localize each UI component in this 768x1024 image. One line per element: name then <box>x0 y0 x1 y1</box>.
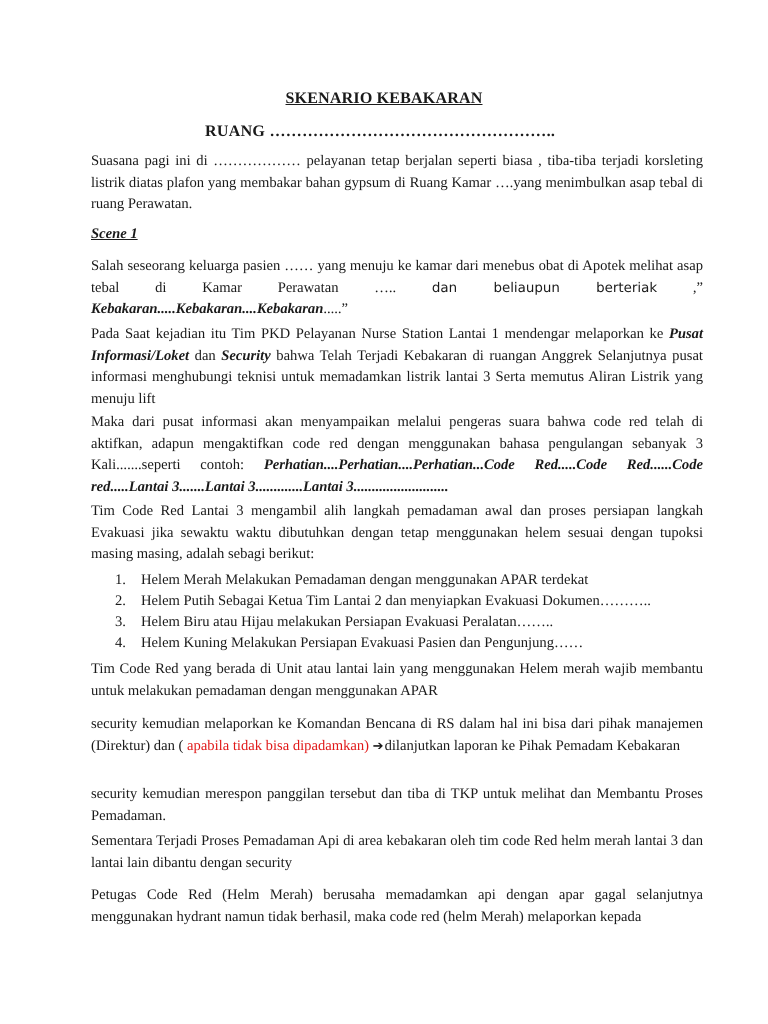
security-text: Security <box>221 347 271 364</box>
intro-paragraph: Suasana pagi ini di ……………… pelayanan tetap berjalan seperti biasa , tiba-tiba terjadi korsleting listrik diatas plafon yang membakar bahan gypsum di Ruang Kamar ….yang menimbulkan asap tebal di ruang Perawatan. <box>91 153 703 212</box>
security-report-paragraph <box>91 714 703 757</box>
petugas-paragraph: Petugas Code Red (Helm Merah) berusaha memadamkan api dengan apar gagal selanjutnya menggunakan hydrant namun tidak berhasil, maka code red (helm Merah) melaporkan kepada <box>91 887 703 925</box>
code-red-paragraph <box>91 412 703 498</box>
security-report-text-2: dilanjutkan laporan ke Pihak Pemadam Kebakaran <box>384 737 680 754</box>
ruang-heading: RUANG …………………………………………….. <box>205 123 556 140</box>
scene-1-paragraph <box>91 256 703 321</box>
scene-1-text-a: Salah seseorang keluarga pasien …… yang menuju ke kamar dari menebus obat di Apotek melihat asap tebal di Kamar Perawatan ….. <box>91 258 703 296</box>
pkd-text-3: bahwa Telah Terjadi Kebakaran di ruangan Anggrek Selanjutnya pusat informasi menghubungi teknisi untuk memadamkan listrik lantai 3 Serta memutus Aliran Listrik yang menuju lift <box>91 347 703 407</box>
helmet-list <box>91 570 703 654</box>
scene-1-text-b: dan beliaupun berteriak <box>431 280 658 296</box>
shout-text: Kebakaran.....Kebakaran....Kebakaran <box>91 301 324 317</box>
scene-1-heading: Scene 1 <box>91 226 138 242</box>
red-condition-text: apabila tidak bisa dipadamkan) <box>187 737 369 754</box>
code-red-text: Maka dari pusat informasi akan menyampaikan melalui pengeras suara bahwa code red telah di aktifkan, adapun mengaktifkan code red dengan menggunakan bahasa pengulangan sebanyak 3 Kali.......seperti contoh: <box>91 414 703 473</box>
pkd-text-2: dan <box>189 347 222 364</box>
pkd-paragraph <box>91 324 703 410</box>
sementara-paragraph: Sementara Terjadi Proses Pemadaman Api di area kebakaran oleh tim code Red helm merah lantai 3 dan lantai lain dibantu dengan security <box>91 833 703 871</box>
scene-1-text-c: ,” <box>657 279 703 296</box>
pkd-text-1: Pada Saat kejadian itu Tim PKD Pelayanan Nurse Station Lantai 1 mendengar melaporkan ke <box>91 326 669 342</box>
tim-paragraph: Tim Code Red Lantai 3 mengambil alih langkah pemadaman awal dan proses persiapan langkah Evakuasi jika sewaktu waktu dibutuhkan dengan tetap menggunakan helem sesuai dengan tupoksi masing masing, adalah sebagi berikut: <box>91 503 703 562</box>
security-report-text: security kemudian melaporkan ke Komandan Bencana di RS dalam hal ini bisa dari pihak manajemen (Direktur) dan ( <box>91 716 703 754</box>
list-item: 2. Helem Putih Sebagai Ketua Tim Lantai 2 dan menyiapkan Evakuasi Dokumen……….. <box>115 593 651 609</box>
code-red-announcement: Perhatian....Perhatian....Perhatian...Code Red.....Code Red......Code red.....Lantai 3.......Lantai 3.............Lantai 3.......................... <box>91 457 703 495</box>
list-item: 3. Helem Biru atau Hijau melakukan Persiapan Evakuasi Peralatan…….. <box>115 614 554 630</box>
pusat-informasi-text: Pusat Informasi/Loket <box>91 326 703 364</box>
list-item: 4. Helem Kuning Melakukan Persiapan Evakuasi Pasien dan Pengunjung…… <box>115 635 584 651</box>
document-title: SKENARIO KEBAKARAN <box>285 90 483 107</box>
unit-paragraph: Tim Code Red yang berada di Unit atau lantai lain yang menggunakan Helem merah wajib membantu untuk melakukan pemadaman dengan menggunakan APAR <box>91 661 703 699</box>
scene-1-text-d: .....” <box>323 301 349 317</box>
right-arrow-icon: ➔ <box>372 738 384 754</box>
respon-paragraph: security kemudian merespon panggilan tersebut dan tiba di TKP untuk melihat dan Membantu Proses Pemadaman. <box>91 786 703 824</box>
list-item: 1. Helem Merah Melakukan Pemadaman dengan menggunakan APAR terdekat <box>115 572 589 588</box>
